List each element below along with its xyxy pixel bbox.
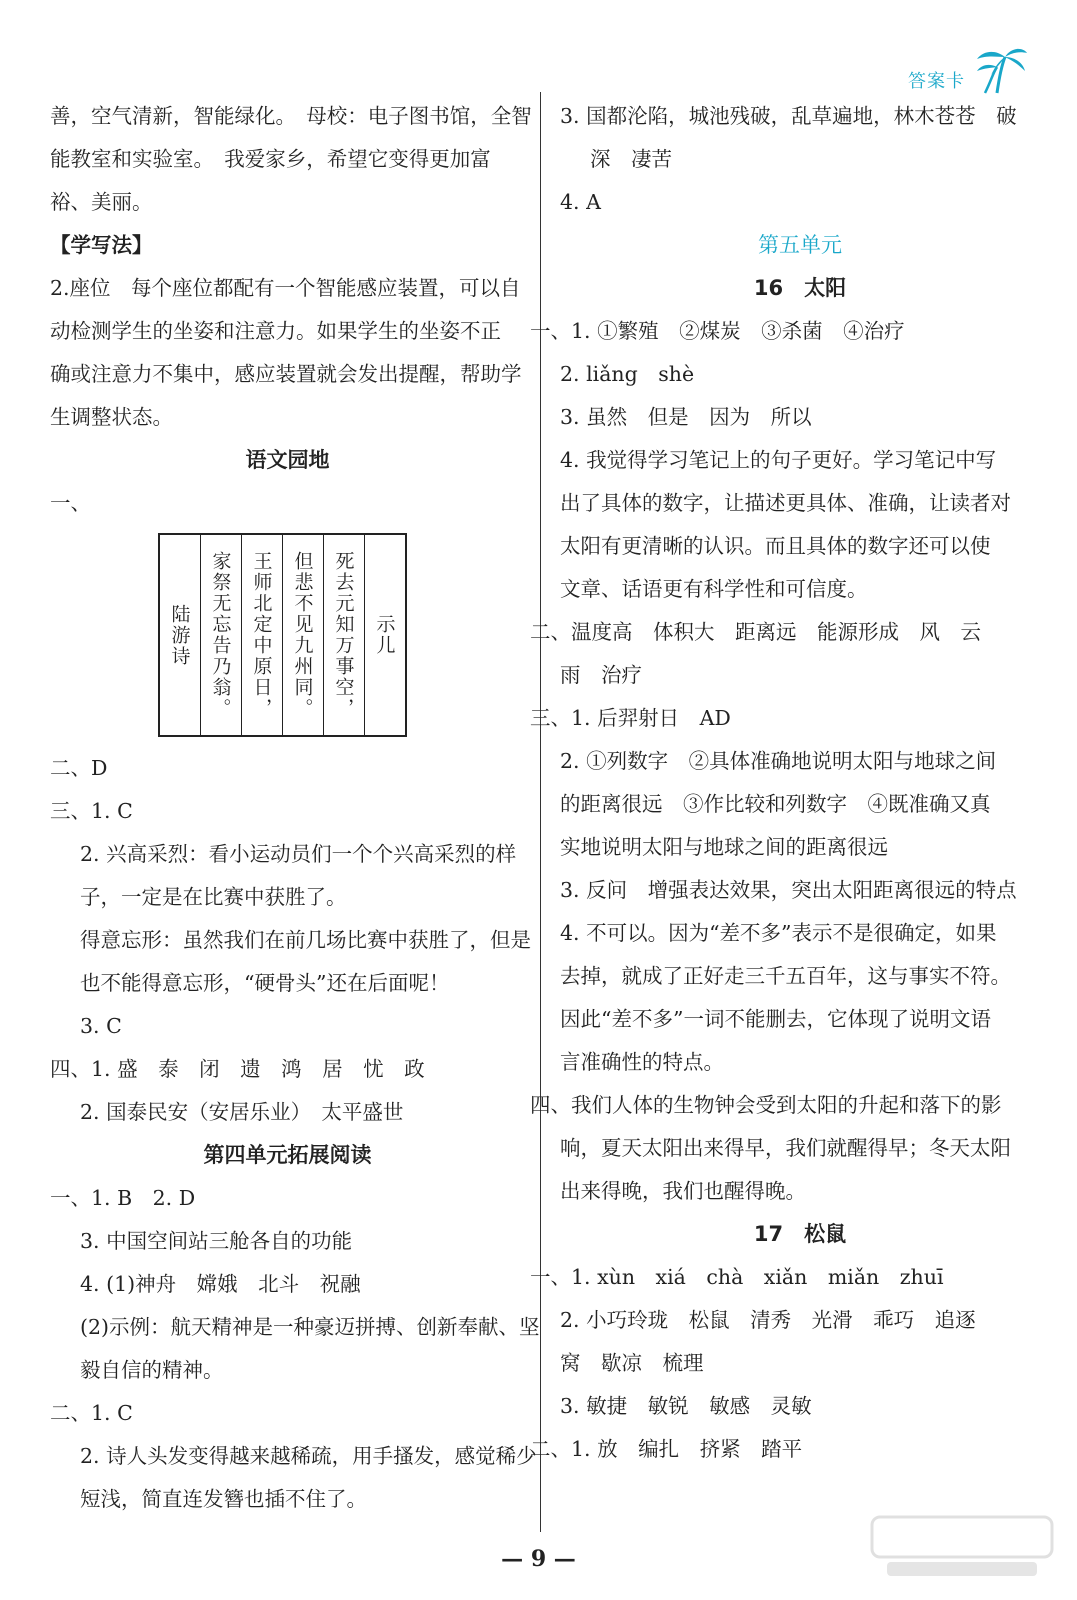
unit-title: 第五单元 [758,233,842,257]
text-line: 响，夏天太阳出来得早，我们就醒得早；冬天太阳 [560,1136,1011,1160]
header [908,40,1029,100]
text-line: 一、1. ①繁殖 ②煤炭 ③杀菌 ④治疗 [530,319,905,343]
left-column [50,95,540,1521]
section-title: 第四单元拓展阅读 [203,1143,372,1167]
text-line: 雨 治疗 [560,663,642,687]
right-column [530,95,1040,1471]
palm-tree-icon [971,45,1029,95]
text-line: 一、1. xùn xiá chà xiǎn miǎn zhuī [530,1265,944,1289]
text-line: 3. 中国空间站三舱各自的功能 [80,1229,353,1253]
text-line: 深 凄苦 [590,147,672,171]
lesson-title: 16 太阳 [753,276,847,300]
poem-title: 示儿 [373,614,396,656]
answer-card-label: 答案卡 [908,71,965,92]
text-line: (2)示例：航天精神是一种豪迈拼搏、创新奉献、坚 [80,1315,540,1339]
text-line: 文章、话语更有科学性和可信度。 [560,577,868,601]
text-line: 2. 兴高采烈：看小运动员们一个个兴高采烈的样 [80,842,517,866]
poem-column: 王师北定中原日， [242,535,283,735]
text-line: 二、1. C [50,1401,133,1425]
text-line: 动检测学生的坐姿和注意力。如果学生的坐姿不正 [50,319,501,343]
text-line: 4. A [560,190,601,214]
poem-column: 陆游诗 [160,535,201,735]
text-line: 2. 小巧玲珑 松鼠 清秀 光滑 乖巧 追逐 [560,1308,976,1332]
text-line: 4. 我觉得学习笔记上的句子更好。学习笔记中写 [560,448,997,472]
poem-box [158,533,407,737]
text-line: 四、我们人体的生物钟会受到太阳的升起和落下的影 [530,1093,1002,1117]
text-line: 裕、美丽。 [50,190,153,214]
text-line: 生调整状态。 [50,405,173,429]
text-line: 2. ①列数字 ②具体准确地说明太阳与地球之间 [560,749,997,773]
text-line: 短浅，简直连发簪也插不住了。 [80,1487,367,1511]
text-line: 二、1. 放 编扎 挤紧 踏平 [530,1437,803,1461]
text-line: 善，空气清新，智能绿化。 母校：电子图书馆，全智 [50,104,532,128]
poem-column: 死去元知万事空， [324,535,365,735]
text-line: 子，一定是在比赛中获胜了。 [80,885,347,909]
text-line: 窝 歇凉 梳理 [560,1351,704,1375]
text-line: 4. (1)神舟 嫦娥 北斗 祝融 [80,1272,361,1296]
text-line: 太阳有更清晰的认识。而且具体的数字还可以使 [560,534,991,558]
text-line: 2. 国泰民安（安居乐业） 太平盛世 [80,1100,404,1124]
text-line: 得意忘形：虽然我们在前几场比赛中获胜了，但是 [80,928,531,952]
text-line: 3. 反问 增强表达效果，突出太阳距离很远的特点 [560,878,1017,902]
text-line: 4. 不可以。因为“差不多”表示不是很确定，如果 [560,921,997,945]
text-line: 3. 国都沦陷，城池残破，乱草遍地，林木苍苍 破 [560,104,1017,128]
text-line: 2. 诗人头发变得越来越稀疏，用手搔发，感觉稀少 [80,1444,537,1468]
poem-column: 家祭无忘告乃翁。 [201,535,242,735]
column-divider [540,92,541,1532]
page-number: — 9 — [501,1546,576,1572]
text-line: 一、1. B 2. D [50,1186,196,1210]
text-line: 去掉，就成了正好走三千五百年，这与事实不符。 [560,964,1011,988]
text-line: 四、1. 盛 泰 闭 遗 鸿 居 忧 政 [50,1057,425,1081]
text-line: 3. C [80,1014,122,1038]
text-line: 3. 敏捷 敏锐 敏感 灵敏 [560,1394,812,1418]
text-line: 出来得晚，我们也醒得晚。 [560,1179,806,1203]
text-line: 二、温度高 体积大 距离远 能源形成 风 云 [530,620,981,644]
text-line: 二、D [50,756,108,780]
text-line: 出了具体的数字，让描述更具体、准确，让读者对 [560,491,1011,515]
text-line: 2. liǎng shè [560,362,695,386]
lesson-title: 17 松鼠 [753,1222,847,1246]
section-label: 【学写法】 [50,233,153,257]
text-line: 也不能得意忘形，“硬骨头”还在后面呢！ [80,971,450,995]
text-line: 的距离很远 ③作比较和列数字 ④既准确又真 [560,792,991,816]
text-line: 因此“差不多”一词不能删去，它体现了说明文语 [560,1007,991,1031]
text-line: 毅自信的精神。 [80,1358,224,1382]
text-line: 能教室和实验室。 我爱家乡，希望它变得更加富 [50,147,491,171]
text-line: 2.座位 每个座位都配有一个智能感应装置，可以自 [50,276,521,300]
section-title: 语文园地 [245,448,330,472]
text-line: 确或注意力不集中，感应装置就会发出提醒，帮助学 [50,362,522,386]
watermark-logo [867,1512,1057,1582]
text-line: 言准确性的特点。 [560,1050,724,1074]
text-line: 3. 虽然 但是 因为 所以 [560,405,812,429]
text-line: 三、1. C [50,799,133,823]
text-line: 实地说明太阳与地球之间的距离很远 [560,835,888,859]
text-line: 三、1. 后羿射日 AD [530,706,731,730]
text-line: 一、 [50,491,91,515]
poem-column: 但悲不见九州同。 [283,535,324,735]
